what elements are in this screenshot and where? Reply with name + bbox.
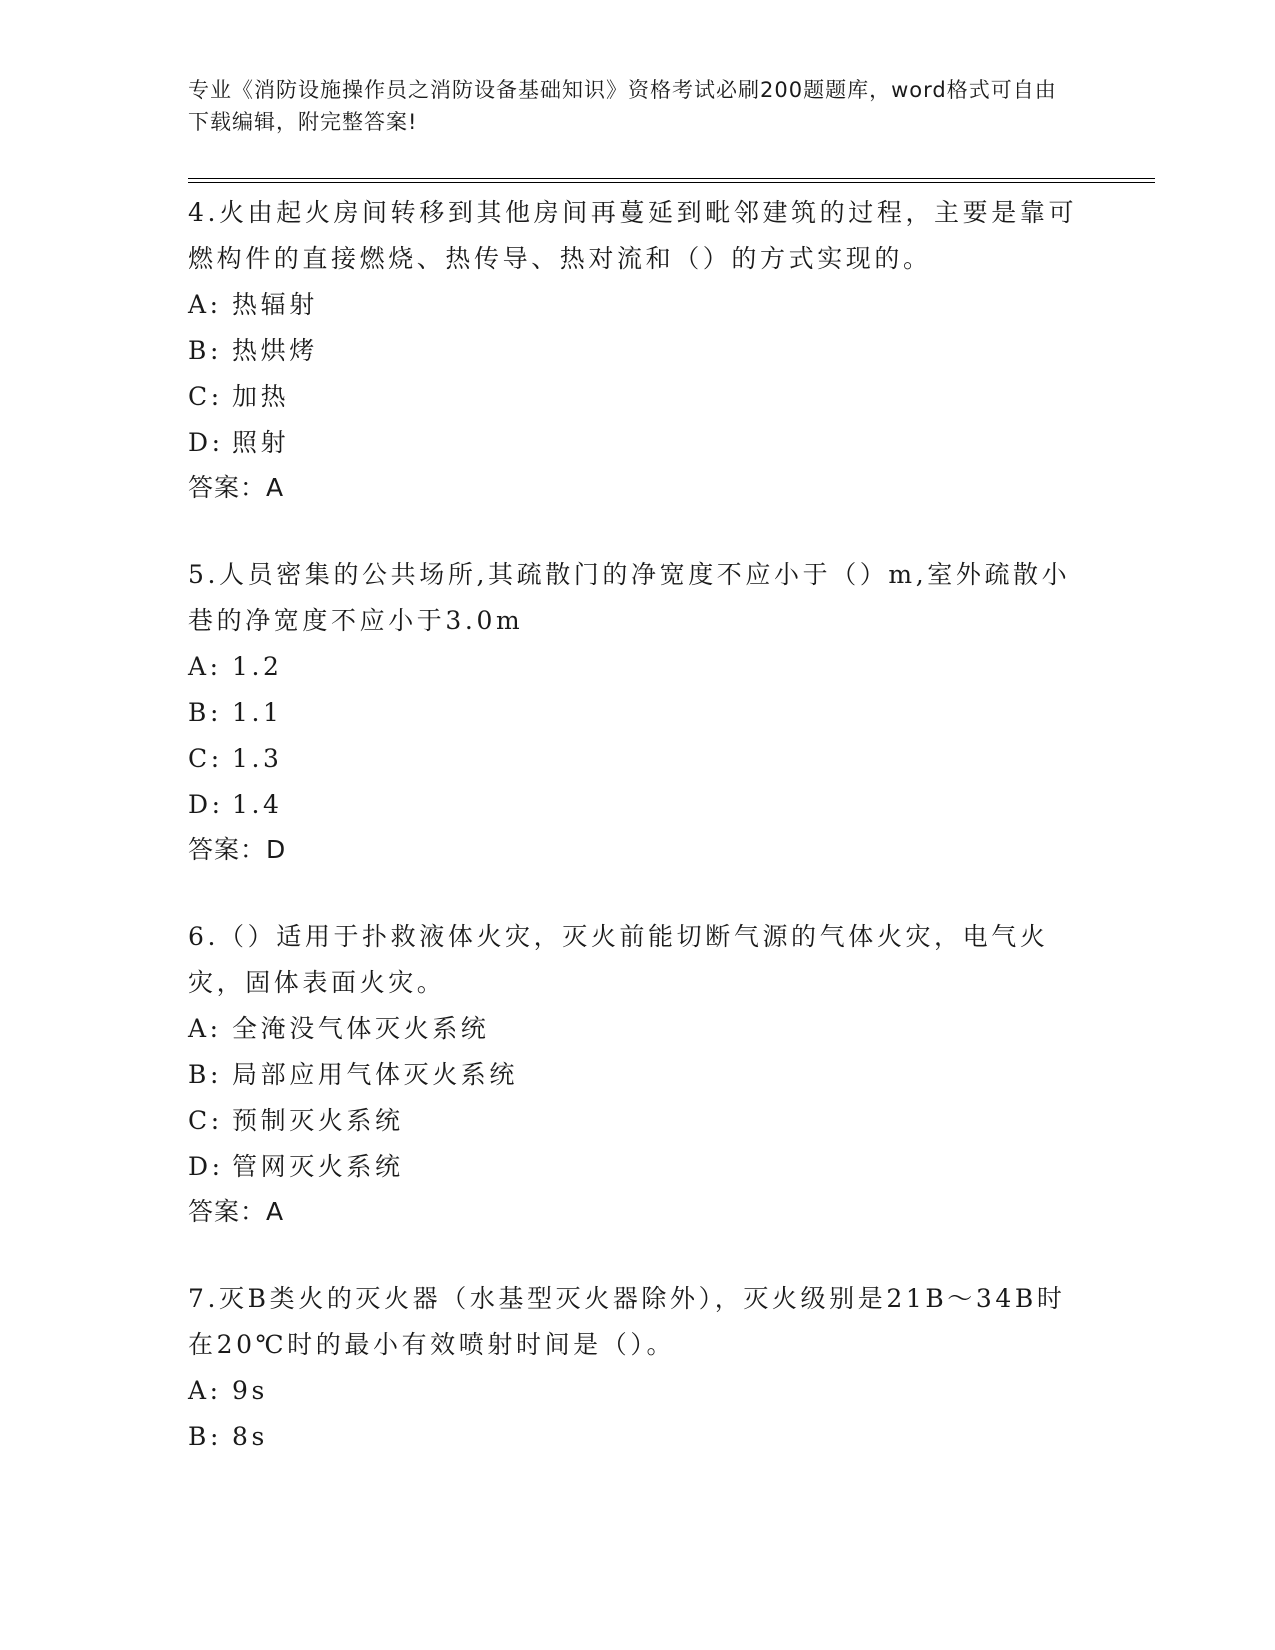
option-text: 全淹没气体灭火系统 bbox=[232, 1014, 490, 1043]
option-c bbox=[188, 374, 1088, 420]
option-a bbox=[188, 644, 1088, 690]
question-list bbox=[188, 190, 1088, 1502]
option-a bbox=[188, 1368, 1088, 1414]
option-text: 预制灭火系统 bbox=[232, 1106, 404, 1135]
option-text: 1.4 bbox=[232, 790, 283, 819]
option-letter: A: bbox=[188, 290, 222, 319]
answer-text: 答案：D bbox=[188, 835, 287, 864]
option-text: 1.2 bbox=[232, 652, 283, 681]
option-letter: A: bbox=[188, 1014, 222, 1043]
option-b bbox=[188, 1414, 1088, 1460]
option-c bbox=[188, 1098, 1088, 1144]
option-letter: B: bbox=[188, 1422, 222, 1451]
question-7 bbox=[188, 1276, 1088, 1460]
option-letter: D: bbox=[188, 428, 224, 457]
question-6 bbox=[188, 914, 1088, 1234]
question-5 bbox=[188, 552, 1088, 872]
header-divider-thin bbox=[188, 178, 1155, 179]
document-title: 专业《消防设施操作员之消防设备基础知识》资格考试必刷200题题库，word格式可自由下载编辑，附完整答案! bbox=[188, 78, 1057, 134]
option-letter: D: bbox=[188, 1152, 224, 1181]
option-letter: C: bbox=[188, 1106, 223, 1135]
option-c bbox=[188, 736, 1088, 782]
option-text: 1.1 bbox=[232, 698, 283, 727]
option-d bbox=[188, 420, 1088, 466]
option-letter: B: bbox=[188, 698, 222, 727]
option-text: 管网灭火系统 bbox=[232, 1152, 404, 1181]
option-text: 8s bbox=[232, 1422, 268, 1451]
option-text: 加热 bbox=[232, 382, 290, 411]
option-a bbox=[188, 282, 1088, 328]
option-letter: B: bbox=[188, 336, 222, 365]
option-letter: D: bbox=[188, 790, 224, 819]
option-text: 照射 bbox=[232, 428, 290, 457]
question-text: 6.（）适用于扑救液体火灾，灭火前能切断气源的气体火灾，电气火灾，固体表面火灾。 bbox=[188, 922, 1049, 997]
option-d bbox=[188, 782, 1088, 828]
option-letter: A: bbox=[188, 652, 222, 681]
option-letter: C: bbox=[188, 744, 223, 773]
option-b bbox=[188, 328, 1088, 374]
option-a bbox=[188, 1006, 1088, 1052]
option-letter: C: bbox=[188, 382, 223, 411]
option-text: 1.3 bbox=[232, 744, 283, 773]
option-letter: A: bbox=[188, 1376, 222, 1405]
question-4 bbox=[188, 190, 1088, 510]
option-text: 热烘烤 bbox=[232, 336, 318, 365]
option-d bbox=[188, 1144, 1088, 1190]
option-text: 9s bbox=[232, 1376, 268, 1405]
answer-text: 答案：A bbox=[188, 473, 285, 502]
option-b bbox=[188, 690, 1088, 736]
header-divider-thick bbox=[188, 182, 1155, 183]
option-letter: B: bbox=[188, 1060, 222, 1089]
answer-text: 答案：A bbox=[188, 1197, 285, 1226]
option-text: 局部应用气体灭火系统 bbox=[232, 1060, 519, 1089]
option-b bbox=[188, 1052, 1088, 1098]
question-text: 4.火由起火房间转移到其他房间再蔓延到毗邻建筑的过程，主要是靠可燃构件的直接燃烧、热传导、热对流和（）的方式实现的。 bbox=[188, 198, 1078, 273]
question-text: 5.人员密集的公共场所,其疏散门的净宽度不应小于（）m,室外疏散小巷的净宽度不应小于3.0m bbox=[188, 560, 1071, 635]
option-text: 热辐射 bbox=[232, 290, 318, 319]
question-text: 7.灭B类火的灭火器（水基型灭火器除外），灭火级别是21B～34B时在20℃时的最小有效喷射时间是（）。 bbox=[188, 1284, 1066, 1359]
